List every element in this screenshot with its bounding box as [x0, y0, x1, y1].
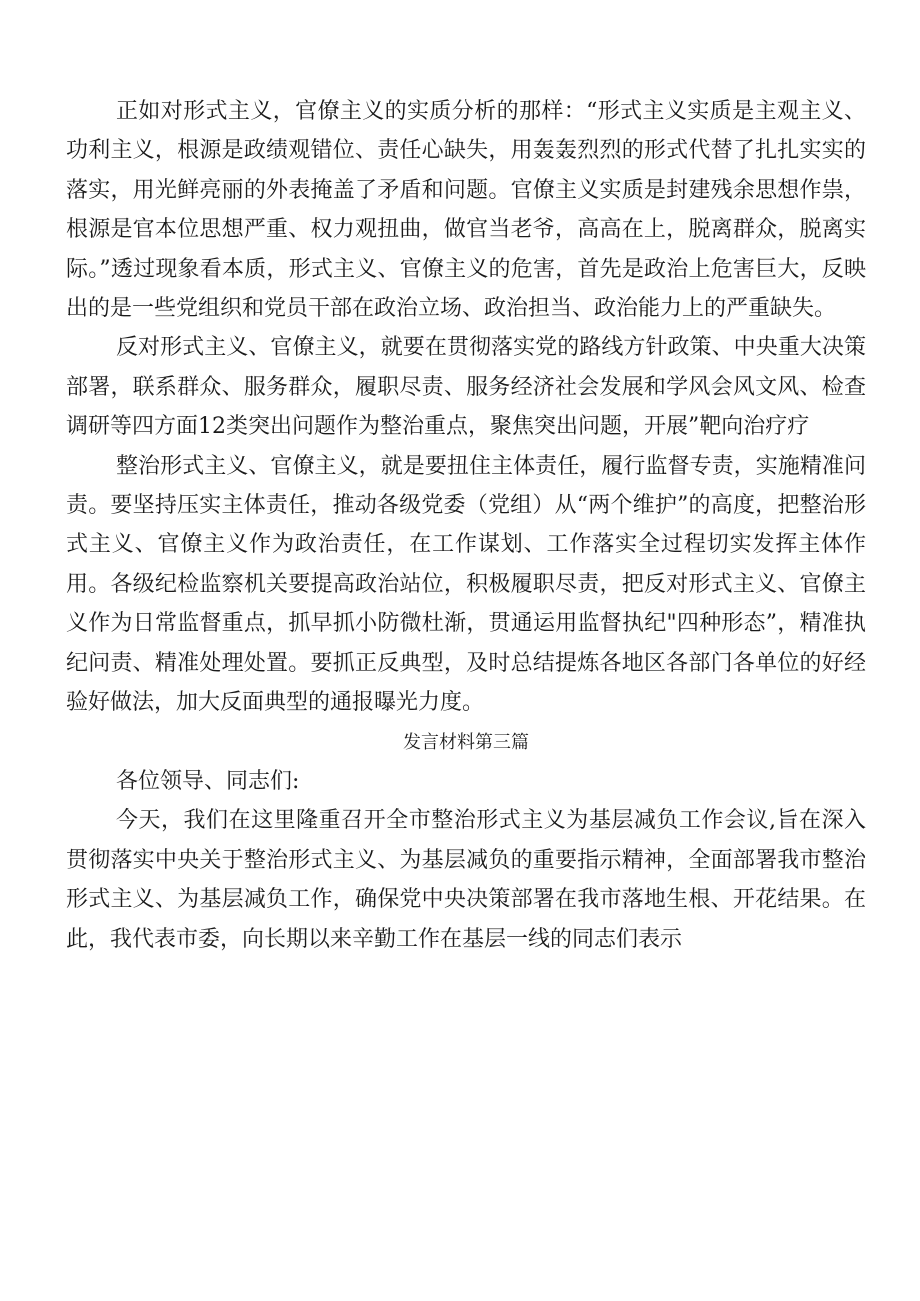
paragraph-formalism-essence: 正如对形式主义，官僚主义的实质分析的那样：“形式主义实质是主观主义、功利主义，根源是政绩观错位、责任心缺失，用轰轰烈烈的形式代替了扎扎实实的落实，用光鲜亮丽的外表掩盖了矛盾和问题。官僚主义实质是封建残余思想作祟，根源是官本位思想严重、权力观扭曲，做官当老爷，高高在上，脱离群众，脱离实际。”透过现象看本质，形式主义、官僚主义的危害，首先是政治上危害巨大，反映出的是一些党组织和党员干部在政治立场、政治担当、政治能力上的严重缺失。: [66, 99, 866, 322]
paragraph-meeting-opening: 今天，我们在这里隆重召开全市整治形式主义为基层减负工作会议,旨在深入贯彻落实中央关于整治形式主义、为基层减负的重要指示精神，全面部署我市整治形式主义、为基层减负工作，确保党中央决策部署在我市落地生根、开花结果。在此，我代表市委，向长期以来辛勤工作在基层一线的同志们表示: [66, 808, 866, 952]
paragraph-oppose-formalism: 反对形式主义、官僚主义，就要在贯彻落实党的路线方针政策、中央重大决策部署，联系群众、服务群众，履职尽责、服务经济社会发展和学风会风文风、检查调研等四方面12类突出问题作为整治重点，聚焦突出问题，开展”靶向治疗疗: [66, 335, 866, 440]
section-title: 发言材料第三篇: [403, 731, 529, 753]
paragraph-rectify-formalism: 整治形式主义、官僚主义，就是要扭住主体责任，履行监督专责，实施精准问责。要坚持压实主体责任，推动各级党委（党组）从“两个维护”的高度，把整治形式主义、官僚主义作为政治责任，在工作谋划、工作落实全过程切实发挥主体作用。各级纪检监察机关要提高政治站位，积极履职尽责，把反对形式主义、官僚主义作为日常监督重点，抓早抓小防微杜渐，贯通运用监督执纪"四种形态”，精准执纪问责、精准处理处置。要抓正反典型，及时总结提炼各地区各部门各单位的好经验好做法，加大反面典型的通报曝光力度。: [66, 453, 866, 716]
document-page: [66, 92, 866, 959]
greeting: 各位领导、同志们:: [116, 768, 300, 794]
